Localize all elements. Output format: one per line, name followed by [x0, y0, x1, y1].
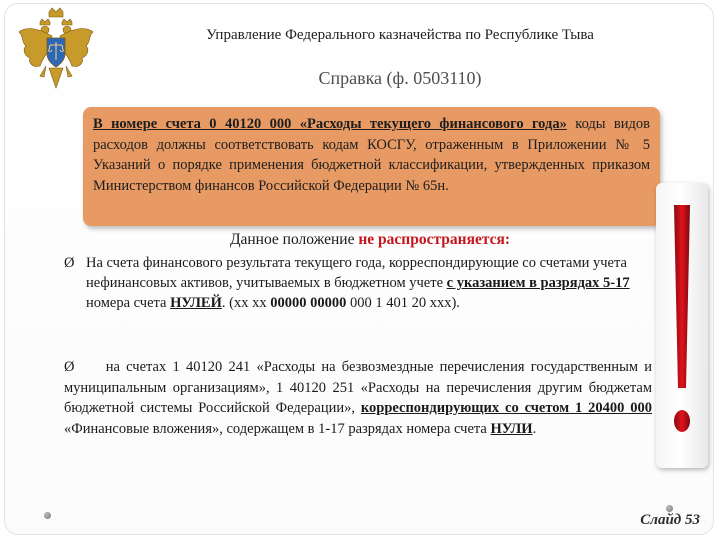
list-item [64, 253, 652, 313]
exclamation-mark-icon [656, 183, 708, 468]
organization-header: Управление Федерального казначейства по Республике Тыва [206, 27, 594, 43]
text-segment-emphasis: НУЛЕЙ [170, 295, 222, 311]
text-segment: «Финансовые вложения», содержащем в 1-17 разрядах номера счета [64, 420, 491, 437]
text-segment-emphasis: с указанием в разрядах 5-17 [446, 275, 630, 291]
text-segment: 000 1 401 20 ххх). [346, 295, 460, 311]
bullet-dot-icon [666, 505, 673, 512]
treasury-eagle-emblem-icon [16, 6, 96, 98]
notice-lead: В номере счета 0 40120 000 «Расходы текущего финансового года» [93, 116, 567, 132]
text-segment: . (хх хх [221, 295, 271, 311]
list-item [64, 357, 652, 439]
arrow-bullet-icon: Ø [64, 255, 75, 271]
list-item-text [64, 253, 652, 313]
text-segment: на счетах 1 40120 241 «Расходы на безвозмездные перечисления государственным и муниципальным организациям», 1 40120 251 «Расходы на перечисления другим бюджетам бюджетной системы Российской Федерации», [64, 359, 652, 416]
page-title: Справка (ф. 0503110) [318, 68, 482, 88]
text-segment: номера счета [86, 295, 171, 311]
bullet-dot-icon [44, 512, 51, 519]
slide-number: Слайд 53 [640, 512, 700, 528]
arrow-bullet-icon: Ø [64, 359, 75, 375]
text-segment: . [532, 420, 537, 437]
text-segment-emphasis: корреспондирующих со счетом 1 20400 000 [360, 400, 652, 416]
subheading-prefix: Данное положение [229, 231, 359, 248]
subheading [100, 231, 640, 249]
text-segment-bold: 00000 00000 [270, 295, 347, 311]
notice-body: коды видов расходов должны соответствовать кодам КОСГУ, отраженным в Приложении № 5 Указаний о порядке применения бюджетной классификации, утвержденных приказом Министерством финансов Российской Федерации № 65н. [93, 116, 650, 194]
exclamation-card [656, 183, 708, 468]
text-segment: На счета финансового результата текущего года, корреспондирующие со счетами учета нефинансовых активов, учитываемых в бюджетном учете [86, 255, 627, 291]
text-segment-emphasis: НУЛИ [490, 420, 533, 437]
subheading-highlight: не распространяется: [358, 231, 511, 248]
notice-box [83, 107, 660, 226]
